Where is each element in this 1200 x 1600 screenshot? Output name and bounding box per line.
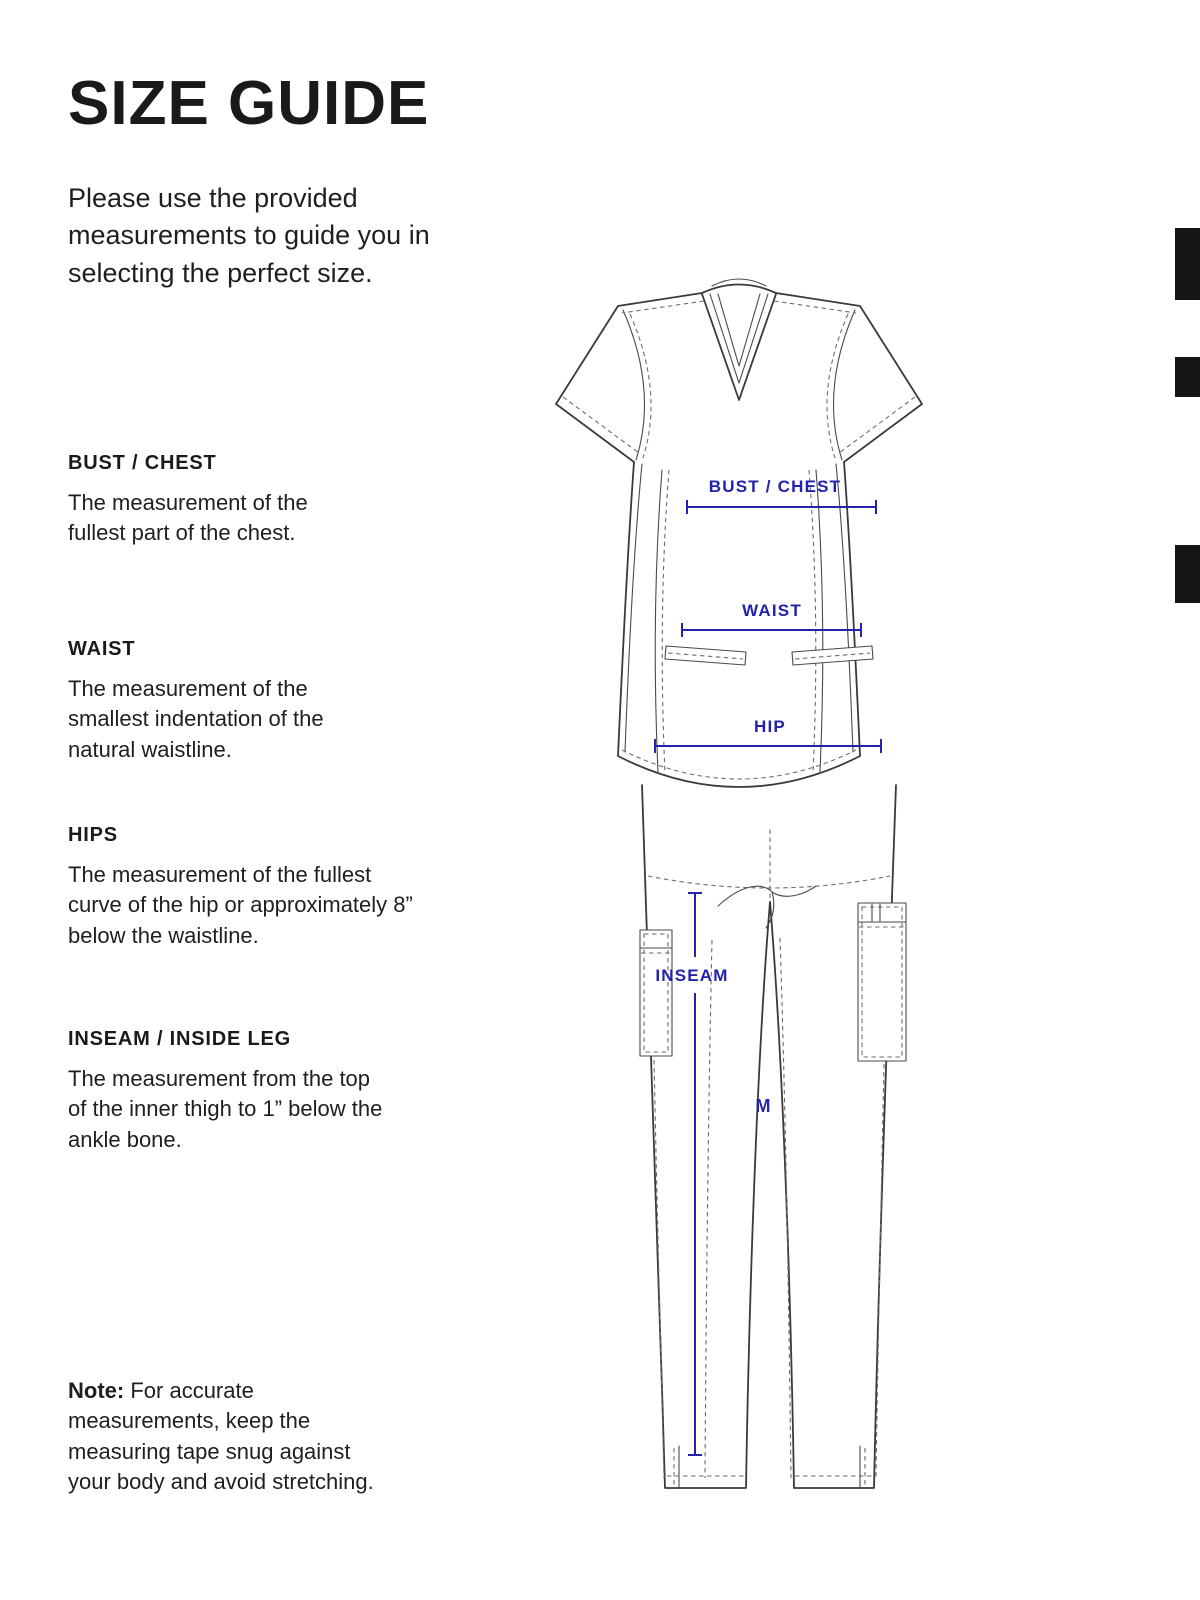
inseam-measure-label: INSEAM: [655, 966, 729, 985]
scrub-top-drawing: [556, 279, 922, 787]
waist-description: The measurement of the smallest indentation of the natural waistline.: [68, 676, 324, 762]
top-body-outline: [556, 285, 922, 788]
bust-chest-heading: BUST / CHEST: [68, 452, 217, 474]
bust-measure-label: BUST / CHEST: [708, 477, 842, 496]
inseam-description: The measurement from the top of the inner thigh to 1” below the ankle bone.: [68, 1066, 383, 1152]
size-marker-label: M: [755, 1096, 771, 1116]
right-edge-artifact: [1175, 228, 1200, 300]
intro-text: Please use the provided measurements to guide you in selecting the perfect size.: [68, 183, 430, 288]
hips-description: The measurement of the fullest curve of the hip or approximately 8” below the waistline.: [68, 862, 413, 948]
cargo-pocket-left: [640, 930, 672, 1056]
note-label: Note:: [68, 1378, 125, 1403]
right-edge-artifact: [1175, 357, 1200, 397]
scrub-pants-drawing: [640, 785, 906, 1488]
hip-measure-label: HIP: [754, 717, 786, 736]
waist-heading: WAIST: [68, 638, 136, 660]
inseam-heading: INSEAM / INSIDE LEG: [68, 1028, 292, 1050]
waist-measure-label: WAIST: [742, 601, 802, 620]
right-edge-artifact: [1175, 545, 1200, 603]
page-title: SIZE GUIDE: [68, 69, 430, 138]
pants-fill: [642, 785, 896, 1488]
hips-heading: HIPS: [68, 824, 118, 846]
note-body: For accurate measurements, keep the measuring tape snug against your body and avoid stretching.: [68, 1378, 374, 1495]
bust-chest-description: The measurement of the fullest part of the chest.: [68, 490, 308, 546]
cargo-pocket-right: [858, 903, 906, 1061]
